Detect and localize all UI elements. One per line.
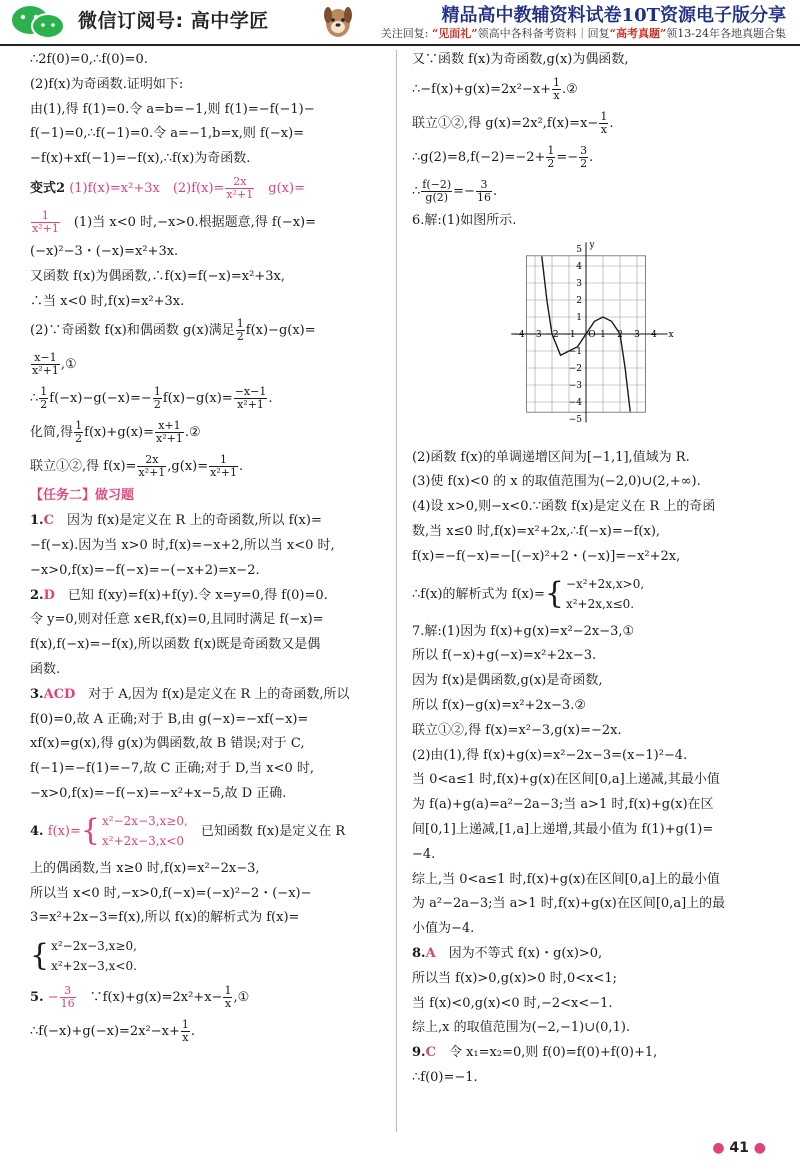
text: 对于 A,因为 f(x)是定义在 R 上的奇函数,所以 <box>75 686 350 702</box>
page-number <box>712 1140 766 1156</box>
y-tick-label: −1 <box>568 346 582 357</box>
fraction <box>39 386 48 411</box>
y-tick-label: 1 <box>576 312 582 323</box>
fraction <box>599 111 608 136</box>
text: . <box>492 183 498 199</box>
denominator: 2 <box>75 432 83 446</box>
text-line: 为 f(a)+g(a)=a²−2a−3;当 a>1 时,f(x)+g(x)在区 <box>412 797 714 813</box>
dog-mascot-icon <box>318 1 358 41</box>
piecewise-cases <box>51 936 137 976</box>
denominator: 16 <box>60 997 75 1011</box>
piecewise-cases <box>566 574 644 614</box>
text: ∵f(x)+g(x)=2x²+x− <box>76 990 223 1006</box>
text-line: 因为 f(x)是偶函数,g(x)是奇函数, <box>412 673 603 689</box>
text: ,g(x)= <box>167 459 209 475</box>
text-line <box>30 416 382 450</box>
brace: { <box>30 937 50 973</box>
question-5 <box>30 981 382 1015</box>
question-9 <box>412 1041 772 1066</box>
denominator: x <box>182 1031 189 1045</box>
text-line <box>412 73 772 107</box>
numerator: f(−2) <box>422 177 452 191</box>
text-line <box>412 107 772 141</box>
text: f(x)−g(x)= <box>245 323 316 339</box>
text: . <box>190 1024 195 1040</box>
numerator: 1 <box>236 317 244 331</box>
text: ∴−f(x)+g(x)=2x²−x+ <box>412 81 551 97</box>
text: ,① <box>60 357 77 373</box>
piecewise-cases <box>102 811 188 851</box>
fraction <box>31 210 60 235</box>
sub-text-c: 领13-24年各地真题合集 <box>666 27 786 40</box>
text-line <box>30 206 382 240</box>
dot-icon: ● <box>753 1140 766 1156</box>
text-line: −f(−x).因为当 x>0 时,f(x)=−x+2,所以当 x<0 时, <box>30 537 335 553</box>
sub-highlight-1: “见面礼” <box>431 27 478 40</box>
text: ∴ <box>30 391 39 407</box>
denominator: 2 <box>40 398 48 412</box>
y-tick-label: 5 <box>576 244 582 255</box>
answer-text: f(x)= <box>47 823 81 839</box>
numerator: 3 <box>60 985 76 998</box>
denominator: 2 <box>236 330 244 344</box>
brace: { <box>80 813 100 849</box>
text-line: 令 y=0,则对任意 x∈R,f(x)=0,且同时满足 f(−x)= <box>30 612 324 628</box>
text-line: f(0)=0,故 A 正确;对于 B,由 g(−x)=−xf(−x)= <box>30 711 309 727</box>
text: =− <box>453 183 475 199</box>
text-line: (4)设 x>0,则−x<0.∵函数 f(x)是定义在 R 上的奇函 <box>412 499 716 515</box>
numerator: x−1 <box>31 352 60 365</box>
case-line: x²+2x−3,x<0 <box>102 834 184 849</box>
variant-2-line <box>30 172 382 206</box>
case-line: −x²+2x,x>0, <box>565 577 645 592</box>
denominator: x²+1 <box>32 221 59 235</box>
answer-letter: C <box>43 513 54 529</box>
numerator: 1 <box>153 385 161 399</box>
numerator: 1 <box>224 984 232 998</box>
sub-highlight-2: “高考真题” <box>609 27 667 40</box>
fraction <box>236 318 245 343</box>
fraction <box>579 145 588 170</box>
text: ,① <box>233 990 250 1006</box>
text-line <box>30 931 382 981</box>
sub-text-b: 领高中各科备考资料｜回复 <box>477 27 610 40</box>
text-line: f(x),f(−x)=−f(x),所以函数 f(x)既是奇函数又是偶 <box>30 637 321 653</box>
text: (1)当 x<0 时,−x>0.根据题意,得 f(−x)= <box>60 214 317 230</box>
y-axis-label: y <box>589 239 595 250</box>
numerator: 3 <box>476 179 492 192</box>
denominator: x <box>600 122 607 136</box>
numerator: 1 <box>31 210 60 223</box>
text-line: 函数. <box>30 661 61 677</box>
numerator: 3 <box>580 143 588 157</box>
text-line: (−x)²−3・(−x)=x²+3x. <box>30 243 179 259</box>
denominator: x <box>224 997 232 1011</box>
numerator: x+1 <box>155 420 184 433</box>
question-1 <box>30 509 382 534</box>
fraction <box>137 454 166 479</box>
denominator: 16 <box>476 190 491 204</box>
question-4 <box>30 807 382 857</box>
x-tick-label: −3 <box>528 329 542 340</box>
brace: { <box>544 576 564 612</box>
answer-text: g(x)= <box>255 180 305 196</box>
denominator: 2 <box>547 156 555 170</box>
y-tick-label: −5 <box>568 414 582 425</box>
case-line: x²+2x−3,x<0. <box>51 958 137 973</box>
question-8 <box>412 942 772 967</box>
text-line: 所以当 x<0 时,−x>0,f(−x)=(−x)²−2・(−x)− <box>30 885 312 901</box>
text: 令 x₁=x₂=0,则 f(0)=f(0)+f(0)+1, <box>435 1045 658 1061</box>
fraction <box>209 454 238 479</box>
fraction <box>225 176 254 201</box>
denominator: x²+1 <box>226 187 254 201</box>
x-tick-label: 4 <box>651 329 657 340</box>
text-line <box>30 382 382 416</box>
text-line: 所以 f(x)−g(x)=x²+2x−3.② <box>412 697 586 713</box>
page-header <box>0 0 800 44</box>
text-line: (2)由(1),得 f(x)+g(x)=x²−2x−3=(x−1)²−4. <box>412 747 688 763</box>
fraction <box>153 386 162 411</box>
text-line: 由(1),得 f(1)=0.令 a=b=−1,则 f(1)=−f(−1)− <box>30 101 315 117</box>
denominator: x²+1 <box>237 398 264 412</box>
y-tick-label: 4 <box>576 261 582 272</box>
y-tick-label: −2 <box>568 363 582 374</box>
question-6-heading: 6.解:(1)如图所示. <box>412 212 517 228</box>
fraction <box>31 352 60 377</box>
text-line <box>412 570 772 620</box>
text: ∴f(−x)+g(−x)=2x²−x+ <box>30 1024 180 1040</box>
right-column <box>412 48 772 1091</box>
question-3 <box>30 683 382 708</box>
fraction <box>223 985 232 1010</box>
text-line: f(−1)=−f(1)=−7,故 C 正确;对于 D,当 x<0 时, <box>30 761 315 777</box>
x-tick-label: −2 <box>545 329 559 340</box>
brand-name: 微信订阅号: 高中学匠 <box>78 10 269 32</box>
text-line <box>412 175 772 209</box>
numerator: 1 <box>600 109 608 123</box>
x-tick-label: −1 <box>562 329 576 340</box>
text-line: f(x)=−f(−x)=−[(−x)²+2・(−x)]=−x²+2x, <box>412 548 681 564</box>
numerator: 1 <box>209 454 238 467</box>
text: 因为 f(x)是定义在 R 上的奇函数,所以 f(x)= <box>53 513 322 529</box>
text: (2)∵奇函数 f(x)和偶函数 g(x)满足 <box>30 323 235 339</box>
fraction <box>155 420 184 445</box>
function-graph <box>490 238 680 444</box>
text-line: 上的偶函数,当 x≥0 时,f(x)=x²−2x−3, <box>30 860 260 876</box>
text-line: 当 f(x)<0,g(x)<0 时,−2<x<−1. <box>412 995 613 1011</box>
numerator: 2x <box>225 176 254 189</box>
text-line: xf(x)=g(x),得 g(x)为偶函数,故 B 错误;对于 C, <box>30 736 305 752</box>
text-line: f(−1)=0,∴f(−1)=0.令 a=−1,b=x,则 f(−x)= <box>30 126 305 142</box>
fraction <box>234 386 268 411</box>
text-line: −x>0,f(x)=−f(−x)=−x²+x−5,故 D 正确. <box>30 785 287 801</box>
x-axis-label: x <box>668 329 674 340</box>
numerator: 1 <box>547 143 555 157</box>
numerator: 2x <box>137 454 166 467</box>
numerator: 1 <box>40 385 48 399</box>
text: . <box>268 391 273 407</box>
question-number: 5. <box>30 990 44 1006</box>
text-line: 联立①②,得 f(x)=x²−3,g(x)=−2x. <box>412 722 622 738</box>
answer-letter: ACD <box>43 686 76 702</box>
text-line <box>30 348 382 382</box>
case-line: x²−2x−3,x≥0, <box>102 814 188 829</box>
text: ∴f(x)的解析式为 f(x)= <box>412 586 545 602</box>
x-tick-label: 3 <box>634 329 640 340</box>
text-line: 为 a²−2a−3;当 a>1 时,f(x)+g(x)在区间[0,a]上的最 <box>412 896 726 912</box>
text-line: 又∵函数 f(x)为奇函数,g(x)为偶函数, <box>412 52 629 67</box>
y-tick-label: −4 <box>568 397 582 408</box>
case-line: x²−2x−3,x≥0, <box>51 938 137 953</box>
numerator: −x−1 <box>234 385 267 399</box>
text: 化简,得 <box>30 425 74 441</box>
denominator: 2 <box>580 156 588 170</box>
text-line: (3)使 f(x)<0 的 x 的取值范围为(−2,0)∪(2,+∞). <box>412 474 701 490</box>
text-line: 所以当 f(x)>0,g(x)>0 时,0<x<1; <box>412 970 617 986</box>
page-number-text: 41 <box>729 1140 749 1156</box>
text-line: (2)函数 f(x)的单调递增区间为[−1,1],值域为 R. <box>412 449 690 465</box>
y-tick-label: 2 <box>576 295 582 306</box>
denominator: x²+1 <box>32 364 59 378</box>
answer-text: (1)f(x)=x²+3x (2)f(x)= <box>69 180 225 196</box>
column-divider <box>396 50 397 1132</box>
fraction <box>476 179 492 204</box>
text: ∴g(2)=8,f(−2)=−2+ <box>412 149 546 165</box>
text-line: ∴2f(0)=0,∴f(0)=0. <box>30 52 148 67</box>
text: 已知 f(xy)=f(x)+f(y).令 x=y=0,得 f(0)=0. <box>54 587 328 603</box>
question-number: 9. <box>412 1045 426 1061</box>
answer-letter: C <box>425 1045 436 1061</box>
fraction <box>60 985 76 1010</box>
text: 联立①②,得 g(x)=2x²,f(x)=x− <box>412 115 599 131</box>
y-tick-label: 3 <box>576 278 582 289</box>
wechat-logo-icon <box>8 4 70 40</box>
question-number: 3. <box>30 686 44 702</box>
left-column <box>30 48 382 1049</box>
answer-letter: D <box>43 587 55 603</box>
text: f(x)+g(x)= <box>84 425 155 441</box>
graph-labels <box>511 240 673 425</box>
text: ∴ <box>412 183 421 199</box>
text-line: 综上,x 的取值范围为(−2,−1)∪(0,1). <box>412 1020 631 1036</box>
text-line: 小值为−4. <box>412 921 475 937</box>
variant-label: 变式2 <box>30 180 66 196</box>
text: 因为不等式 f(x)・g(x)>0, <box>435 945 603 961</box>
text-line: −4. <box>412 846 436 862</box>
fraction <box>546 145 555 170</box>
x-tick-label: −4 <box>511 329 525 340</box>
text: .② <box>561 81 578 97</box>
numerator: 1 <box>552 75 560 89</box>
text: 已知函数 f(x)是定义在 R <box>187 823 346 839</box>
denominator: x²+1 <box>138 466 166 480</box>
question-number: 8. <box>412 945 426 961</box>
denominator: g(2) <box>425 190 449 204</box>
text-line: 当 0<a≤1 时,f(x)+g(x)在区间[0,a]上递减,其最小值 <box>412 772 720 788</box>
text-line: 综上,当 0<a≤1 时,f(x)+g(x)在区间[0,a]上的最小值 <box>412 871 720 887</box>
sub-text-a: 关注回复: <box>380 27 432 40</box>
fraction <box>181 1019 190 1044</box>
text-line: 数,当 x≤0 时,f(x)=x²+2x,∴f(−x)=−f(x), <box>412 523 661 539</box>
text-line: 间[0,1]上递减,[1,a]上递增,其最小值为 f(1)+g(1)= <box>412 821 714 837</box>
header-rule <box>0 44 800 46</box>
numerator: 1 <box>181 1018 189 1032</box>
fraction <box>74 420 83 445</box>
text-line <box>30 1015 382 1049</box>
text: . <box>589 149 594 165</box>
text-line: 3=x²+2x−3=f(x),所以 f(x)的解析式为 f(x)= <box>30 910 300 926</box>
denominator: x²+1 <box>210 466 237 480</box>
text-line: ∴当 x<0 时,f(x)=x²+3x. <box>30 293 185 309</box>
text: 联立①②,得 f(x)= <box>30 459 137 475</box>
text-line: ∴f(0)=−1. <box>412 1069 478 1085</box>
text: =− <box>556 149 579 165</box>
text-line <box>30 450 382 484</box>
header-subtitle <box>381 25 786 41</box>
denominator: 2 <box>153 398 161 412</box>
denominator: x <box>553 88 560 102</box>
answer-letter: A <box>425 945 436 961</box>
text: f(−x)−g(−x)=− <box>49 391 152 407</box>
text: . <box>609 115 614 131</box>
question-number: 4. <box>30 823 44 839</box>
dot-icon: ● <box>712 1140 725 1156</box>
text: .② <box>184 425 201 441</box>
text-line <box>30 314 382 348</box>
text-line: (2)f(x)为奇函数.证明如下: <box>30 76 184 92</box>
question-number: 1. <box>30 513 44 529</box>
text-line: 所以 f(−x)+g(−x)=x²+2x−3. <box>412 648 597 664</box>
question-7-heading: 7.解:(1)因为 f(x)+g(x)=x²−2x−3,① <box>412 623 635 639</box>
answer-sign: − <box>47 990 59 1006</box>
origin-label: O <box>588 329 596 340</box>
denominator: x²+1 <box>156 432 183 446</box>
question-number: 2. <box>30 587 44 603</box>
text: f(x)−g(x)= <box>162 391 233 407</box>
text: . <box>238 459 244 475</box>
x-tick-label: 2 <box>617 329 623 340</box>
case-line: x²+2x,x≤0. <box>565 597 635 612</box>
text-line: −f(x)+xf(−1)=−f(x),∴f(x)为奇函数. <box>30 151 251 167</box>
y-tick-label: −3 <box>568 380 582 391</box>
numerator: 1 <box>75 419 83 433</box>
text-line <box>412 141 772 175</box>
fraction <box>421 179 452 204</box>
text-line: 又函数 f(x)为偶函数,∴f(x)=f(−x)=x²+3x, <box>30 268 285 284</box>
question-2 <box>30 584 382 609</box>
text-line: −x>0,f(x)=−f(−x)=−(−x+2)=x−2. <box>30 562 260 578</box>
task-heading: 【任务二】做习题 <box>30 488 135 504</box>
fraction <box>552 77 561 102</box>
x-tick-label: 1 <box>600 329 606 340</box>
header-title: 精品高中教辅资料试卷10T资源电子版分享 <box>441 5 786 26</box>
